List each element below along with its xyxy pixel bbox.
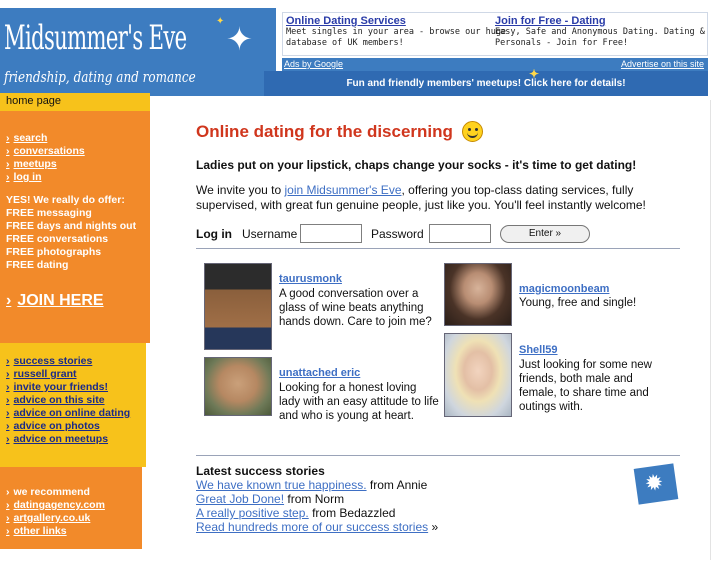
meetups-banner[interactable] [264, 67, 708, 96]
star-icon: ✦ [226, 21, 253, 57]
sidebar-item-log-in[interactable]: › log in [6, 171, 85, 184]
star-badge-icon [634, 463, 679, 504]
offer-line: FREE dating [6, 259, 69, 271]
sidebar-item-datingagency[interactable]: › datingagency.com [6, 499, 105, 512]
success-stories-list [196, 478, 438, 534]
member-photo[interactable] [204, 263, 272, 350]
story-item [196, 492, 438, 506]
ad-text: Meet singles in your area - browse our huge [286, 27, 507, 37]
sidebar-item-russell-grant[interactable]: › russell grant [6, 368, 130, 381]
ad-text: database of UK members! [286, 38, 404, 48]
intro-text [196, 183, 676, 213]
sidebar-item-advice-online-dating[interactable]: › advice on online dating [6, 407, 130, 420]
member-bio: Looking for a honest loving lady with an easy attitude to life and who is young at heart. [279, 382, 439, 422]
header [0, 8, 728, 96]
recommend-nav [6, 499, 105, 538]
we-recommend-heading: › we recommend [6, 486, 90, 498]
sidebar-item-advice-meetups[interactable]: › advice on meetups [6, 433, 130, 446]
primary-nav [6, 132, 85, 184]
story-item [196, 478, 438, 492]
offer-line: FREE days and nights out [6, 220, 137, 232]
member-username-link[interactable]: taurusmonk [279, 273, 342, 285]
offer-line: FREE photographs [6, 246, 102, 258]
sidebar-main-section [0, 111, 150, 343]
divider [196, 455, 680, 456]
login-label: Log in [196, 227, 232, 241]
page-title: Online dating for the discerning [196, 122, 453, 141]
small-star-icon: ✦ [216, 16, 225, 27]
member-bio: Young, free and single! [519, 297, 637, 309]
offer-line: FREE conversations [6, 233, 109, 245]
star-icon: ✹ [643, 469, 665, 497]
password-label: Password [371, 227, 424, 241]
home-tab-label: home page [6, 95, 62, 107]
story-item [196, 520, 438, 534]
secondary-nav [6, 355, 130, 446]
sidebar-item-advice-site[interactable]: › advice on this site [6, 394, 130, 407]
enter-button[interactable]: Enter » [500, 225, 590, 243]
page-edge [710, 100, 711, 560]
story-link[interactable]: A really positive step. [196, 506, 309, 520]
logo-title: Midsummer's Eve [4, 18, 187, 58]
slogan: Ladies put on your lipstick, chaps change your socks - it's time to get dating! [196, 158, 637, 172]
sidebar-item-invite-friends[interactable]: › invite your friends! [6, 381, 130, 394]
star-icon: ✦ [528, 67, 540, 81]
banner-text: Fun and friendly members' meetups! Click here for details! [346, 78, 626, 89]
story-item [196, 506, 438, 520]
sidebar-item-success-stories[interactable]: › success stories [6, 355, 130, 368]
ad-title-link[interactable]: Join for Free - Dating [495, 15, 606, 27]
member-username-link[interactable]: Shell59 [519, 344, 558, 356]
sidebar-item-other-links[interactable]: › other links [6, 525, 105, 538]
password-input[interactable] [429, 224, 491, 243]
free-offer-list [6, 194, 136, 272]
ads-by-google-link[interactable]: Ads by Google [284, 59, 344, 69]
member-username-link[interactable]: unattached eric [279, 367, 361, 379]
ad-text: Personals - Join for Free! [495, 38, 629, 48]
chevron-right-icon: » [428, 520, 439, 534]
ad-unit[interactable] [286, 15, 507, 49]
login-form [196, 223, 680, 249]
member-photo[interactable] [444, 263, 512, 326]
join-here-link[interactable]: › JOIN HERE [6, 292, 104, 310]
story-author: from Annie [366, 478, 428, 492]
username-input[interactable] [300, 224, 362, 243]
intro-before: We invite you to [196, 183, 285, 197]
offer-line: FREE messaging [6, 207, 92, 219]
google-ads-box [282, 12, 708, 56]
story-link[interactable]: We have known true happiness. [196, 478, 367, 492]
sidebar-item-conversations[interactable]: › conversations [6, 145, 85, 158]
member-photo[interactable] [444, 333, 512, 417]
more-stories-link[interactable]: Read hundreds more of our success stories [196, 520, 429, 534]
story-author: from Bedazzled [308, 506, 396, 520]
offer-line: YES! We really do offer: [6, 194, 125, 206]
sidebar-item-advice-photos[interactable]: › advice on photos [6, 420, 130, 433]
story-author: from Norm [284, 492, 345, 506]
home-page-tab[interactable] [0, 93, 150, 111]
sidebar-advice-section [0, 343, 146, 467]
sidebar-item-search[interactable]: › search [6, 132, 85, 145]
username-label: Username [242, 227, 298, 241]
divider [196, 248, 680, 249]
sidebar-item-artgallery[interactable]: › artgallery.co.uk [6, 512, 105, 525]
intro-after: , offering you top-class dating services, fully supervised, with great fun genuine people, just like you. You'll feel instantly welcome! [196, 183, 646, 212]
join-link[interactable]: join Midsummer's Eve [284, 183, 402, 197]
ad-unit[interactable] [495, 15, 703, 49]
member-username-link[interactable]: magicmoonbeam [519, 283, 610, 295]
sidebar-item-meetups[interactable]: › meetups [6, 158, 85, 171]
member-bio: A good conversation over a glass of wine beats anything hands down. Care to join me? [279, 288, 432, 328]
ad-text: Easy, Safe and Anonymous Dating. Dating & [495, 27, 705, 37]
site-logo[interactable] [0, 8, 276, 96]
story-link[interactable]: Great Job Done! [196, 492, 285, 506]
member-bio: Just looking for some new friends, both male and female, to share time and outings with. [519, 359, 652, 413]
logo-tagline: friendship, dating and romance [4, 68, 196, 86]
smiley-icon [462, 121, 483, 142]
ad-title-link[interactable]: Online Dating Services [286, 15, 406, 27]
success-stories-heading: Latest success stories [196, 464, 325, 478]
member-photo[interactable] [204, 357, 272, 416]
header-edge [708, 16, 728, 104]
sidebar-recommend-section [0, 467, 142, 549]
advertise-link[interactable]: Advertise on this site [620, 59, 704, 69]
